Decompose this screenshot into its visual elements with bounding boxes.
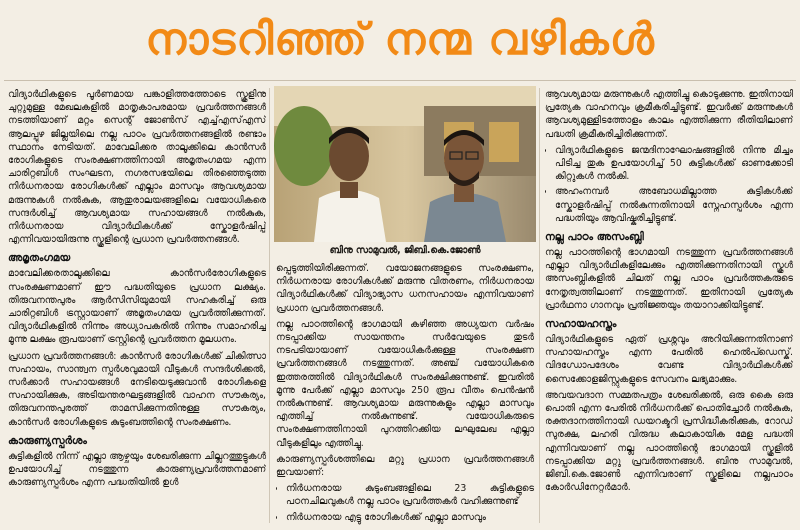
paragraph: പ്രധാന പ്രവർത്തനങ്ങൾ: കാൻസർ രോഗികൾക്ക് ചികിത്സാ സഹായം, സാന്ത്വന സ്പർശവുമായി വീടുകൾ സന്ദർശിക്കൽ, സർക്കാർ സഹായങ്ങൾ നേടിയെടുക്കുവാൻ രോഗികളെ സഹായിക്കുക, അടിയന്തരഘട്ടങ്ങളിൽ വാഹന സൗകര്യം, തിരുവനന്തപുരത്ത് താമസിക്കുന്നതിനുള്ള സൗകര്യം, കാൻസർ രോഗികളുടെ കുടുംബത്തിന്റെ സംരക്ഷണം. [8,350,266,428]
list-item: • അഹംനമ്പർ അബോധമില്ലാത്ത കുട്ടികൾക്ക് സ്കോളർഷിപ്പ് നൽകുന്നതിനായി സ്നേഹസ്പർശം എന്ന പദ്ധതിയും ആവിഷ്കരിച്ചിട്ടുണ്ട്. [555,185,793,225]
headline: നാടറിഞ്ഞ് നന്മ വഴികൾ [145,13,655,65]
list-item: • നിർധനരായ എട്ടു രോഗികൾക്ക് എല്ലാ മാസവും [286,511,534,524]
news-photo [274,86,536,242]
paragraph: നല്ല പാഠത്തിന്റെ ഭാഗമായി കഴിഞ്ഞ അധ്യയന വർഷം നടപ്പാക്കിയ സായന്തനം സർവേയുടെ തുടർ നടപടിയായാണ് വയോധികർക്കുള്ള സംരക്ഷണ പ്രവർത്തനങ്ങൾ നടത്തുന്നത്. അഞ്ച് വയോധികരെ ഇത്തരത്തിൽ വിദ്യാർഥികൾ സംരക്ഷിക്കുന്നുണ്ട്. ഇവരിൽ മൂന്നു പേർക്ക് എല്ലാ മാസവും 250 രൂപ വീതം പെൻഷൻ നൽകുന്നുണ്ട്. ആവശ്യമായ മരുന്നുകളും എല്ലാ മാസവും എത്തിച്ച് നൽകുന്നുണ്ട്. വയോധികരുടെ സംരക്ഷണത്തിനായി പുറത്തിറക്കിയ ലഘുലേഖ എല്ലാ വീടുകളിലും എത്തിച്ചു. [276,318,534,449]
column-divider [539,88,540,523]
article-column-1 [8,88,266,526]
paragraph: വിദ്യാർഥികളുടെ ഏത് പ്രശ്നവും അറിയിക്കുന്നതിനാണ് സഹായഹസ്തം എന്ന പേരിൽ ഹെൽപ്ഡെസ്ക്. വിദഗ്ധോപദേശം വേണ്ട വിദ്യാർഥികൾക്ക് സൈക്കോളജിസ്റ്റുകളുടെ സേവനം ലഭ്യമാക്കും. [545,334,793,385]
headline-rule [4,80,796,81]
photo-illustration [274,86,536,242]
paragraph: പ്പെടുത്തിയിരിക്കുന്നത്. വയോജനങ്ങളുടെ സംരക്ഷണം, നിർധനരായ രോഗികൾക്ക് മരുന്നു വിതരണം, നിർധനരായ വിദ്യാർഥികൾക്ക് വിദ്യാഭ്യാസ ധനസഹായം എന്നിവയാണ് പ്രധാന പ്രവർത്തനങ്ങൾ. [276,263,534,314]
article-column-2 [276,262,534,526]
subhead-karunyasparsham: കാരുണ്യസ്പർശം [8,434,87,447]
bullet-list [276,482,534,524]
subhead-amruthamgamaya: അമൃതംഗമയ [8,252,71,265]
paragraph: ആവശ്യമായ മരുന്നുകൾ എത്തിച്ചു കൊടുക്കുന്നു. ഇതിനായി പ്രത്യേക വാഹനവും ക്രമീകരിച്ചിട്ടുണ്ട്. ഇവർക്ക് മരുന്നുകൾ ആവശ്യമുള്ളിടത്തോളം കാലം എത്തിക്കുന്ന രീതിയിലാണ് പദ്ധതി ക്രമീകരിച്ചിരിക്കുന്നത്. [545,89,793,140]
list-item: • നിർധനരായ കുടുംബങ്ങളിലെ 23 കുട്ടികളുടെ പഠനചിലവുകൾ നല്ല പാഠം പ്രവർത്തകർ വഹിക്കുന്നുണ്ട് [286,482,534,508]
paragraph: അവയവദാന സമ്മതപത്രം ശേഖരിക്കൽ, ഒരു കൈ ഒരു പൊതി എന്ന പേരിൽ നിർധനർക്ക് പൊതിച്ചോർ നൽകുക, രക്തദാനത്തിനായി ഡയറക്ടറി പ്രസിദ്ധീകരിക്കുക, റോഡ് സുരക്ഷ, ലഹരി വിരുദ്ധ കലാകായിക മേള പദ്ധതി എന്നിവയാണ് നല്ല പാഠത്തിന്റെ ഭാഗമായി സ്കൂളിൽ നടപ്പാക്കിയ മറ്റു പ്രവർത്തനങ്ങൾ. ബിനു സാമുവൽ, ജിബി.കെ.ജോൺ എന്നിവരാണ് സ്കൂളിലെ നല്ലപാഠം കോർഡിനേറ്റർമാർ. [545,389,793,494]
paragraph: നല്ല പാഠത്തിന്റെ ഭാഗമായി നടത്തുന്ന പ്രവർത്തനങ്ങൾ എല്ലാ വിദ്യാർഥികളിലേക്കും എത്തിക്കുന്നതിനായി സ്കൂൾ അസംബ്ലികളിൽ ചിലത് നല്ല പാഠം പ്രവർത്തകരുടെ നേതൃത്വത്തിലാണ് നടത്തുന്നത്. ഇതിനായി പ്രത്യേക പ്രാർഥനാ ഗാനവും പ്രതിജ്ഞയും തയാറാക്കിയിട്ടുണ്ട്. [545,247,793,311]
column-divider [269,88,270,523]
list-item: • വിദ്യാർഥികളുടെ ജന്മദിനാഘോഷങ്ങളിൽ നിന്നു മിച്ചം പിടിച്ച തുക ഉപയോഗിച്ച് 50 കുട്ടികൾക്ക് ഓണക്കോടി കിറ്റുകൾ നൽകി. [555,144,793,184]
article-column-3 [545,88,793,526]
subhead-nallapadam-assembly: നല്ല പാഠം അസംബ്ലി [545,231,644,244]
paragraph: മാവേലിക്കരതാലൂക്കിലെ കാൻസർരോഗികളുടെ സംരക്ഷണമാണ് ഈ പദ്ധതിയുടെ പ്രധാന ലക്ഷ്യം. തിരുവനന്തപുരം ആർസിസിയുമായി സഹകരിച്ച് ഒരു ചാരിറ്റബിൾ ട്രസ്റ്റായാണ് അമൃതംഗമയ പ്രവർത്തിക്കുന്നത്. വിദ്യാർഥികളിൽ നിന്നും അധ്യാപകരിൽ നിന്നും സമാഹരിച്ച മൂന്നു ലക്ഷം രൂപയാണ് ട്രസ്റ്റിന്റെ പ്രവർത്തന മൂലധനം. [8,268,266,346]
bullet-list [545,144,793,225]
intro-paragraph: വിദ്യാർഥികളുടെ പൂർണമായ പങ്കാളിത്തത്തോടെ സ്കൂളിനു ചുറ്റുമുള്ള മേഖലകളിൽ മാതൃകാപരമായ പ്രവർത്തനങ്ങൾ നടത്തിയാണ് മറ്റം സെന്റ് ജോൺസ് എച്ച്എസ്എസ് ആലപ്പുഴ ജില്ലയിലെ നല്ല പാഠം പ്രവർത്തനങ്ങളിൽ രണ്ടാം സ്ഥാനം നേടിയത്. മാവേലിക്കര താലൂക്കിലെ കാൻസർ രോഗികളുടെ സംരക്ഷണത്തിനായി അമൃതംഗമയ എന്ന ചാരിറ്റബിൾ സംഘടന, നഗരസഭയിലെ തിരഞ്ഞെടുത്ത നിർധനരായ രോഗികൾക്ക് എല്ലാം മാസവും ആവശ്യമായ മരുന്നുകൾ നൽകുക, ആതുരാലയങ്ങളിലെ വയോധികരെ സന്ദർശിച്ച് ആവശ്യമായ സഹായങ്ങൾ നൽകുക, നിർധനരായ വിദ്യാർഥികൾക്ക് സ്കോളർഷിപ്പ് എന്നിവയായിരുന്നു സ്കൂളിന്റെ പ്രധാന പ്രവർത്തനങ്ങൾ. [8,89,266,246]
paragraph: കാരുണ്യസ്പർശത്തിലെ മറ്റു പ്രധാന പ്രവർത്തനങ്ങൾ ഇവയാണ്: [276,453,534,479]
subhead-sahayahastham: സഹായഹസ്തം [545,318,617,331]
photo-caption: ബിനു സാമുവൽ, ജിബി.കെ.ജോൺ [329,245,481,256]
paragraph: കുട്ടികളിൽ നിന്ന് എല്ലാ ആഴ്ചയും ശേഖരിക്കുന്ന ചില്ലറത്തുട്ടുകൾ ഉപയോഗിച്ച് നടത്തുന്ന കാരുണ്യപ്രവർത്തനമാണ് കാരുണ്യസ്പർശം എന്ന പദ്ധതിയിൽ ഉൾ [8,450,266,489]
